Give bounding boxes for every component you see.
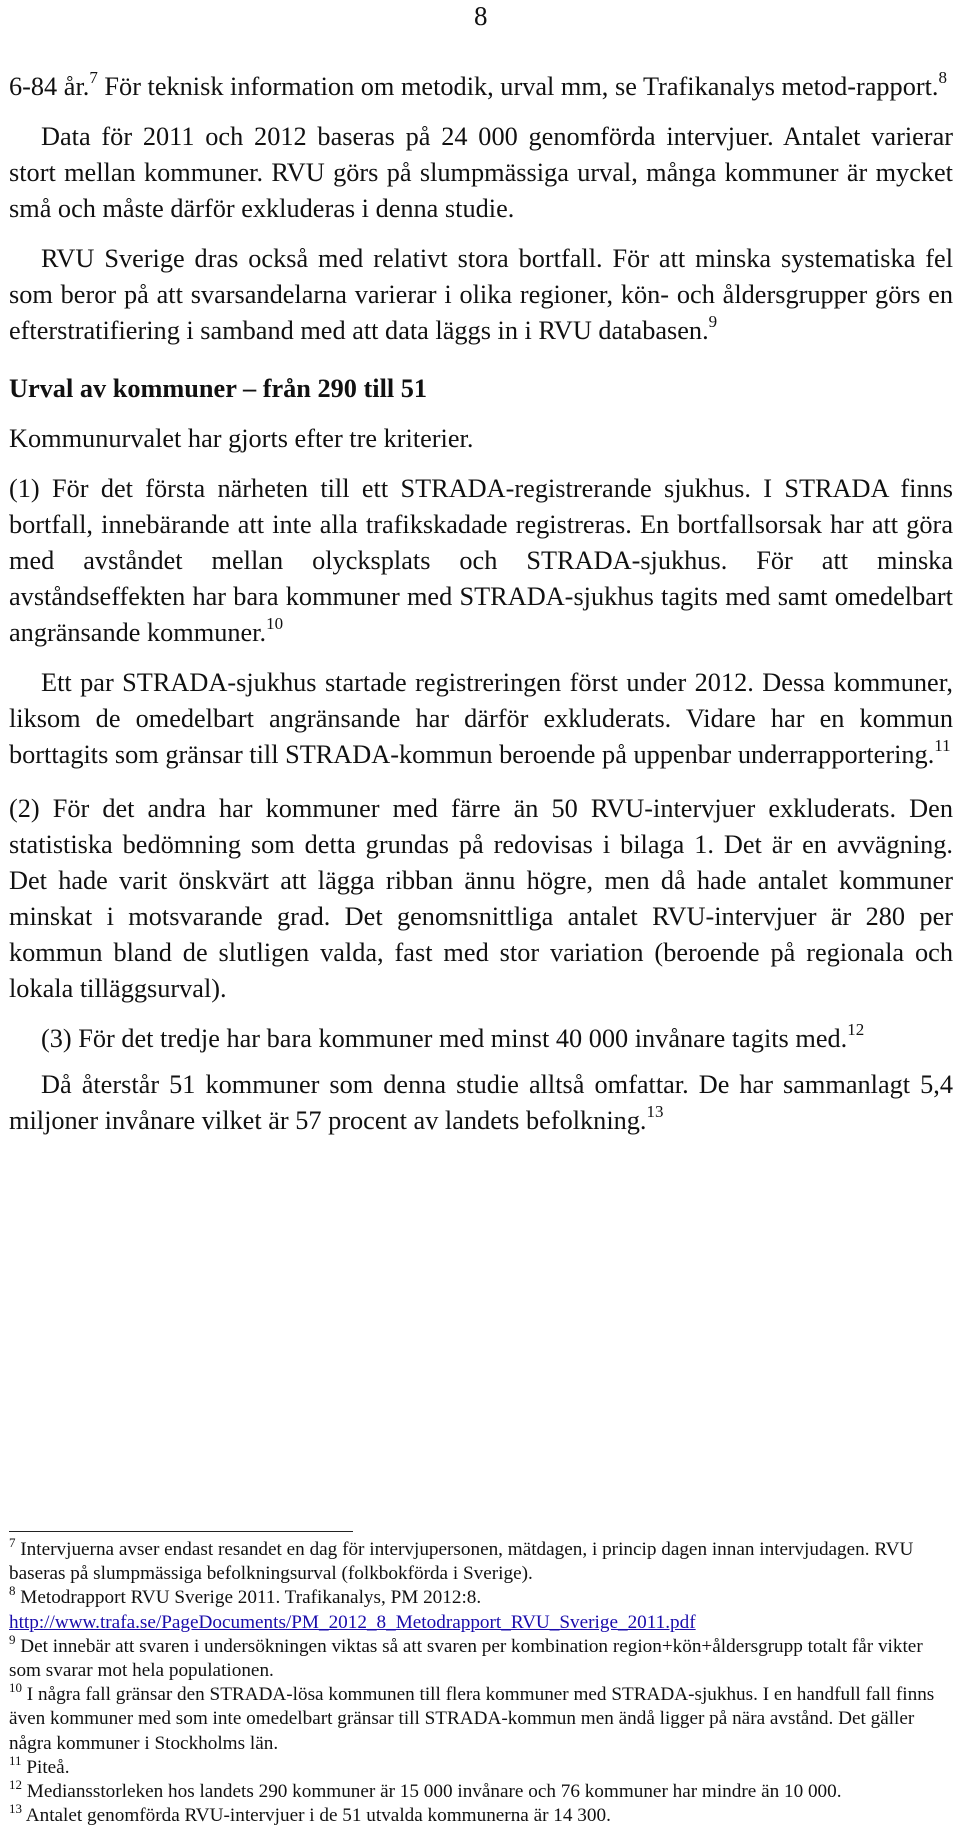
footnote-13	[9, 1801, 953, 1828]
paragraph-text: RVU Sverige dras också med relativt stora bortfall. För att minska systematiska fel som beror på att svarsandelarna varierar i olika regioner, kön- och åldersgrupper görs en efterstratifiering i samband med att data läggs in i RVU databasen.	[9, 244, 953, 345]
footnote-9	[9, 1631, 953, 1683]
footnote-number: 7	[9, 1535, 16, 1550]
paragraph-text: 6-84 år.	[9, 72, 90, 101]
paragraph-text: Då återstår 51 kommuner som denna studie alltså omfattar. De har sammanlagt 5,4 miljoner invånare vilket är 57 procent av landets befolkning.	[9, 1070, 953, 1135]
footnote-number: 13	[9, 1801, 22, 1817]
footnote-text: Antalet genomförda RVU-intervjuer i de 51 utvalda kommunerna är 14 300.	[25, 1805, 611, 1827]
footnote-12	[9, 1777, 953, 1804]
paragraph-text: (1) För det första närheten till ett STRADA-registrerande sjukhus. I STRADA finns bortfall, innebärande att inte alla trafikskadade registreras. En bortfallsorsak har att göra med avståndet mellan olycksplats och STRADA-sjukhus. För att minska avståndseffekten har bara kommuner med STRADA-sjukhus tagits med samt omedelbart angränsande kommuner.	[9, 474, 953, 647]
body-text	[9, 69, 953, 1139]
footnote-number: 10	[9, 1680, 22, 1696]
footnote-10	[9, 1680, 953, 1756]
footnote-text: I några fall gränsar den STRADA-lösa kommunen till flera kommuner med STRADA-sjukhus. I en handfull fall finns även kommuner med som inte omedelbart gränsar till STRADA-kommun men ändå ligger på nära avstånd. Det gäller några kommuner i Stockholms län.	[9, 1684, 935, 1754]
paragraph-methodology	[9, 69, 953, 105]
footnote-separator	[9, 1531, 353, 1532]
footnote-ref-13[interactable]: 13	[646, 1102, 664, 1121]
footnote-ref-7[interactable]: 7	[89, 68, 98, 87]
footnote-text: Mediansstorleken hos landets 290 kommuner är 15 000 invånare och 76 kommuner har mindre än 10 000.	[26, 1781, 842, 1803]
footnote-text: Metodrapport RVU Sverige 2011. Trafikanalys, PM 2012:8.	[20, 1587, 482, 1609]
page-number: 8	[474, 1, 488, 31]
paragraph-dropout	[9, 241, 953, 349]
paragraph-text: (3) För det tredje har bara kommuner med minst 40 000 invånare tagits med.	[41, 1024, 848, 1053]
footnote-8	[9, 1583, 953, 1634]
footnote-ref-12[interactable]: 12	[847, 1020, 865, 1039]
paragraph-text: För teknisk information om metodik, urval mm, se Trafikanalys metod-rapport.	[97, 72, 939, 101]
footnote-7	[9, 1535, 953, 1586]
footnote-number: 8	[9, 1583, 16, 1599]
paragraph-data-basis: Data för 2011 och 2012 baseras på 24 000 genomförda intervjuer. Antalet varierar stort mellan kommuner. RVU görs på slumpmässiga urval, många kommuner är mycket små och måste därför exkluderas i denna studie.	[9, 122, 953, 223]
footnote-ref-11[interactable]: 11	[934, 736, 951, 755]
section-heading: Urval av kommuner – från 290 till 51	[9, 374, 428, 403]
footnote-number: 12	[9, 1777, 22, 1793]
paragraph-text: Ett par STRADA-sjukhus startade registreringen först under 2012. Dessa kommuner, liksom de omedelbart angränsande har därför exkluderats. Vidare har en kommun borttagits som gränsar till STRADA-kommun beroende på uppenbar underrapportering.	[9, 668, 953, 769]
paragraph-criterion-2: (2) För det andra har kommuner med färre än 50 RVU-intervjuer exkluderats. Den statistiska bedömning som detta grundas på redovisas i bilaga 1. Det är en avvägning. Det hade varit önskvärt att lägga ribban ännu högre, men då hade antalet kommuner minskat i motsvarande grad. Det genomsnittliga antalet RVU-intervjuer är 280 per kommun bland de slutligen valda, fast med stor variation (beroende på regionala och lokala tilläggsurval).	[9, 794, 953, 1003]
footnote-number: 9	[9, 1631, 16, 1647]
footnote-ref-10[interactable]: 10	[266, 614, 284, 633]
footnote-link[interactable]: http://www.trafa.se/PageDocuments/PM_2012_8_Metodrapport_RVU_Sverige_2011.pdf	[9, 1611, 696, 1633]
footnotes	[9, 1535, 953, 1828]
footnote-number: 11	[9, 1752, 22, 1768]
footnote-11	[9, 1752, 953, 1780]
footnote-ref-9[interactable]: 9	[708, 312, 718, 331]
paragraph-strada-start	[9, 665, 953, 773]
paragraph-criterion-1	[9, 471, 953, 651]
paragraph-criteria-intro: Kommunurvalet har gjorts efter tre kriterier.	[9, 424, 474, 453]
footnote-text: Piteå.	[26, 1756, 70, 1778]
paragraph-conclusion	[9, 1067, 953, 1139]
paragraph-criterion-3	[9, 1021, 953, 1057]
footnote-ref-8[interactable]: 8	[938, 68, 947, 87]
footnote-text: Intervjuerna avser endast resandet en dag för intervjupersonen, mätdagen, i princip dagen innan intervjudagen. RVU baseras på slumpmässiga befolkningsurval (folkbokförda i Sverige).	[9, 1539, 914, 1585]
footnote-text: Det innebär att svaren i undersökningen viktas så att svaren per kombination region+kön+åldersgrupp totalt får vikter som svarar mot hela populationen.	[9, 1635, 923, 1682]
